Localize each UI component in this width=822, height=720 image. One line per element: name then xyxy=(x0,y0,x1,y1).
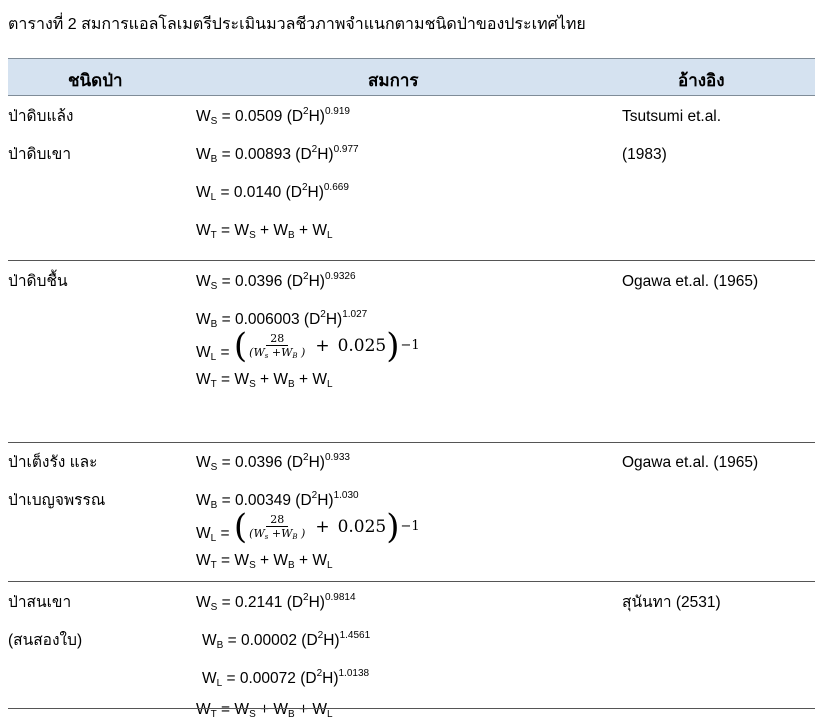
wl-fraction xyxy=(249,332,305,360)
equation-line xyxy=(196,453,350,473)
equation-line xyxy=(202,669,369,689)
eq-exp: 0.933 xyxy=(324,452,350,463)
wt-s2: B xyxy=(288,230,295,241)
eq-sub: L xyxy=(210,192,217,203)
eq-exp: 0.9814 xyxy=(324,592,356,603)
eq-lhs: W xyxy=(196,184,211,201)
row-separator xyxy=(8,260,815,261)
forest-type-line: (สนสองใบ) xyxy=(8,632,83,649)
wl-eq: = xyxy=(216,344,234,361)
wl-equation-line xyxy=(196,507,420,551)
wt-equation-line xyxy=(196,370,333,390)
wt-w2: W xyxy=(273,552,289,569)
wl-plus: + xyxy=(315,517,330,537)
eq-exp: 0.977 xyxy=(333,144,359,155)
eq-sub: B xyxy=(216,640,224,651)
wl-den-w2: W xyxy=(281,527,293,540)
wt-p2: + xyxy=(294,552,313,569)
eq-tail: H) xyxy=(308,454,325,471)
eq-sq: 2 xyxy=(301,182,308,193)
wl-den-w2: W xyxy=(281,346,293,359)
eq-sq: 2 xyxy=(303,452,309,463)
wl-num: 28 xyxy=(266,513,288,527)
wt-w1: W xyxy=(234,552,250,569)
eq-lhs: W xyxy=(196,146,211,163)
wt-p1: + xyxy=(255,371,274,388)
wl-const: 0.025 xyxy=(337,517,387,537)
wt-s3: L xyxy=(327,230,333,241)
wt-w3: W xyxy=(312,552,328,569)
eq-exp: 0.9326 xyxy=(324,271,356,282)
wt-s3: L xyxy=(327,709,333,720)
wl-den-s: s xyxy=(264,352,269,360)
forest-type-line: ป่าดิบชื้น xyxy=(8,273,68,290)
eq-lhs: W xyxy=(196,594,211,611)
eq-sub: S xyxy=(210,116,218,127)
eq-lhs: W xyxy=(202,632,217,649)
eq-tail: H) xyxy=(317,492,334,509)
wl-den-b: B xyxy=(292,352,298,360)
eq-tail: H) xyxy=(317,146,334,163)
wl-den-b: B xyxy=(292,533,298,541)
eq-sq: 2 xyxy=(303,271,309,282)
equation-line xyxy=(202,631,370,651)
equation-line xyxy=(196,593,356,613)
wl-sub: L xyxy=(210,533,217,544)
eq-lhs: W xyxy=(196,311,211,328)
wl-den-w: W xyxy=(253,346,265,359)
wl-lhs: W xyxy=(196,344,211,361)
wt-w2: W xyxy=(273,371,289,388)
wt-s1: S xyxy=(249,709,256,720)
eq-sq: 2 xyxy=(311,490,318,501)
wl-den: ($W_s +W_B$ ) xyxy=(249,527,306,541)
eq-sub: S xyxy=(210,602,218,613)
wt-s2: B xyxy=(288,560,295,571)
eq-exp: 1.027 xyxy=(342,309,368,320)
equation-line xyxy=(196,145,359,165)
reference-line: สุนันทา (2531) xyxy=(622,594,721,611)
row-separator xyxy=(8,442,815,443)
equation-line xyxy=(196,491,359,511)
eq-sq: 2 xyxy=(303,592,309,603)
wt-eq: = xyxy=(216,552,235,569)
eq-rhs: = 0.2141 (D xyxy=(217,594,304,611)
eq-rhs: = 0.00072 (D xyxy=(222,670,317,687)
wt-p1: + xyxy=(255,552,274,569)
header-reference: อ้างอิง xyxy=(678,71,725,90)
reference-line: Ogawa et.al. (1965) xyxy=(622,454,759,471)
eq-tail: H) xyxy=(307,184,324,201)
eq-tail: H) xyxy=(322,670,339,687)
eq-sub: B xyxy=(210,500,218,511)
eq-tail: H) xyxy=(308,273,325,290)
wt-sub: T xyxy=(210,709,217,720)
eq-exp: 0.669 xyxy=(323,182,349,193)
eq-exp: 0.919 xyxy=(324,106,350,117)
header-forest-type: ชนิดป่า xyxy=(68,71,123,90)
eq-sub: B xyxy=(210,154,218,165)
eq-exp: 1.4561 xyxy=(339,630,371,641)
reference-line: Ogawa et.al. (1965) xyxy=(622,273,759,290)
wt-sub: T xyxy=(210,230,217,241)
eq-rhs: = 0.0396 (D xyxy=(217,454,304,471)
eq-lhs: W xyxy=(196,108,211,125)
wt-p1: + xyxy=(255,222,274,239)
eq-sub: L xyxy=(216,678,223,689)
wt-lhs: W xyxy=(196,371,211,388)
eq-sq: 2 xyxy=(311,144,318,155)
eq-rhs: = 0.00349 (D xyxy=(217,492,312,509)
forest-type-line: ป่าเบญจพรรณ xyxy=(8,492,106,509)
wl-paren-right: ) xyxy=(386,326,400,366)
wl-equation-line xyxy=(196,326,420,370)
wl-plus: + xyxy=(315,336,330,356)
eq-sq: 2 xyxy=(320,309,326,320)
eq-sq: 2 xyxy=(303,106,309,117)
forest-type-line: ป่าดิบแล้ง xyxy=(8,108,74,125)
wt-p2: + xyxy=(294,701,313,718)
wt-eq: = xyxy=(216,371,235,388)
wl-paren-left: ( xyxy=(233,507,248,547)
eq-rhs: = 0.0396 (D xyxy=(217,273,304,290)
equation-line xyxy=(196,272,356,292)
eq-sub: S xyxy=(210,462,218,473)
wt-s3: L xyxy=(327,560,333,571)
wt-equation-line xyxy=(196,700,333,720)
header-equation: สมการ xyxy=(368,71,419,90)
wt-lhs: W xyxy=(196,222,211,239)
wt-equation-line xyxy=(196,221,333,241)
eq-rhs: = 0.0140 (D xyxy=(216,184,302,201)
reference-line: (1983) xyxy=(622,146,667,163)
wl-sub: L xyxy=(210,352,217,363)
wt-w3: W xyxy=(312,371,328,388)
wl-const: 0.025 xyxy=(337,336,387,356)
wl-paren-right: ) xyxy=(386,507,400,547)
wt-s3: L xyxy=(327,379,333,390)
eq-tail: H) xyxy=(308,594,325,611)
wl-num: 28 xyxy=(266,332,288,346)
wl-den-s: s xyxy=(264,533,269,541)
wl-lhs: W xyxy=(196,525,211,542)
eq-lhs: W xyxy=(196,454,211,471)
wt-p2: + xyxy=(294,371,313,388)
wt-lhs: W xyxy=(196,552,211,569)
equation-line xyxy=(196,183,349,203)
wt-sub: T xyxy=(210,379,217,390)
wl-fraction xyxy=(249,513,305,541)
forest-type-line: ป่าสนเขา xyxy=(8,594,72,611)
wt-s1: S xyxy=(249,560,256,571)
eq-tail: H) xyxy=(323,632,340,649)
forest-type-line: ป่าเต็งรัง และ xyxy=(8,454,98,471)
wt-lhs: W xyxy=(196,701,211,718)
wt-s1: S xyxy=(249,230,256,241)
eq-tail: H) xyxy=(308,108,325,125)
wt-s2: B xyxy=(288,379,295,390)
eq-sq: 2 xyxy=(317,630,324,641)
equation-line xyxy=(196,107,350,127)
wl-den-w: W xyxy=(253,527,265,540)
wt-eq: = xyxy=(216,222,235,239)
wt-equation-line xyxy=(196,551,333,571)
wt-p2: + xyxy=(294,222,313,239)
wt-w1: W xyxy=(234,222,250,239)
eq-tail: H) xyxy=(325,311,343,328)
eq-lhs: W xyxy=(196,273,211,290)
wt-eq: = xyxy=(216,701,235,718)
eq-exp: 1.030 xyxy=(333,490,359,501)
wl-eq: = xyxy=(216,525,234,542)
eq-lhs: W xyxy=(202,670,217,687)
eq-lhs: W xyxy=(196,492,211,509)
wt-w3: W xyxy=(312,701,328,718)
eq-rhs: = 0.006003 (D xyxy=(217,311,321,328)
reference-line: Tsutsumi et.al. xyxy=(622,108,722,125)
eq-rhs: = 0.00893 (D xyxy=(217,146,312,163)
table-bottom-line xyxy=(8,708,815,709)
wt-s1: S xyxy=(249,379,256,390)
table-header xyxy=(8,58,815,96)
wl-formula xyxy=(233,507,420,547)
wt-w1: W xyxy=(234,701,250,718)
eq-rhs: = 0.00002 (D xyxy=(223,632,318,649)
forest-type-line: ป่าดิบเขา xyxy=(8,146,72,163)
wt-w2: W xyxy=(273,701,289,718)
eq-rhs: = 0.0509 (D xyxy=(217,108,304,125)
equation-line xyxy=(196,310,367,330)
wt-sub: T xyxy=(210,560,217,571)
wl-paren-left: ( xyxy=(233,326,248,366)
eq-sub: B xyxy=(210,319,218,330)
eq-exp: 1.0138 xyxy=(338,668,370,679)
wl-exp: −1 xyxy=(400,519,420,534)
wl-den: ($W_s +W_B$ ) xyxy=(249,346,306,360)
wt-w2: W xyxy=(273,222,289,239)
wl-exp: −1 xyxy=(400,338,420,353)
wl-formula xyxy=(233,326,420,366)
wl-den-plus: + xyxy=(268,527,282,540)
wt-w1: W xyxy=(234,371,250,388)
wt-s2: B xyxy=(288,709,295,720)
eq-sub: S xyxy=(210,281,218,292)
wt-w3: W xyxy=(312,222,328,239)
row-separator xyxy=(8,581,815,582)
wl-den-plus: + xyxy=(268,346,282,359)
eq-sq: 2 xyxy=(316,668,323,679)
table-caption: ตารางที่ 2 สมการแอลโลเมตรีประเมินมวลชีวภาพจำแนกตามชนิดป่าของประเทศไทย xyxy=(8,16,586,33)
wt-p1: + xyxy=(255,701,274,718)
